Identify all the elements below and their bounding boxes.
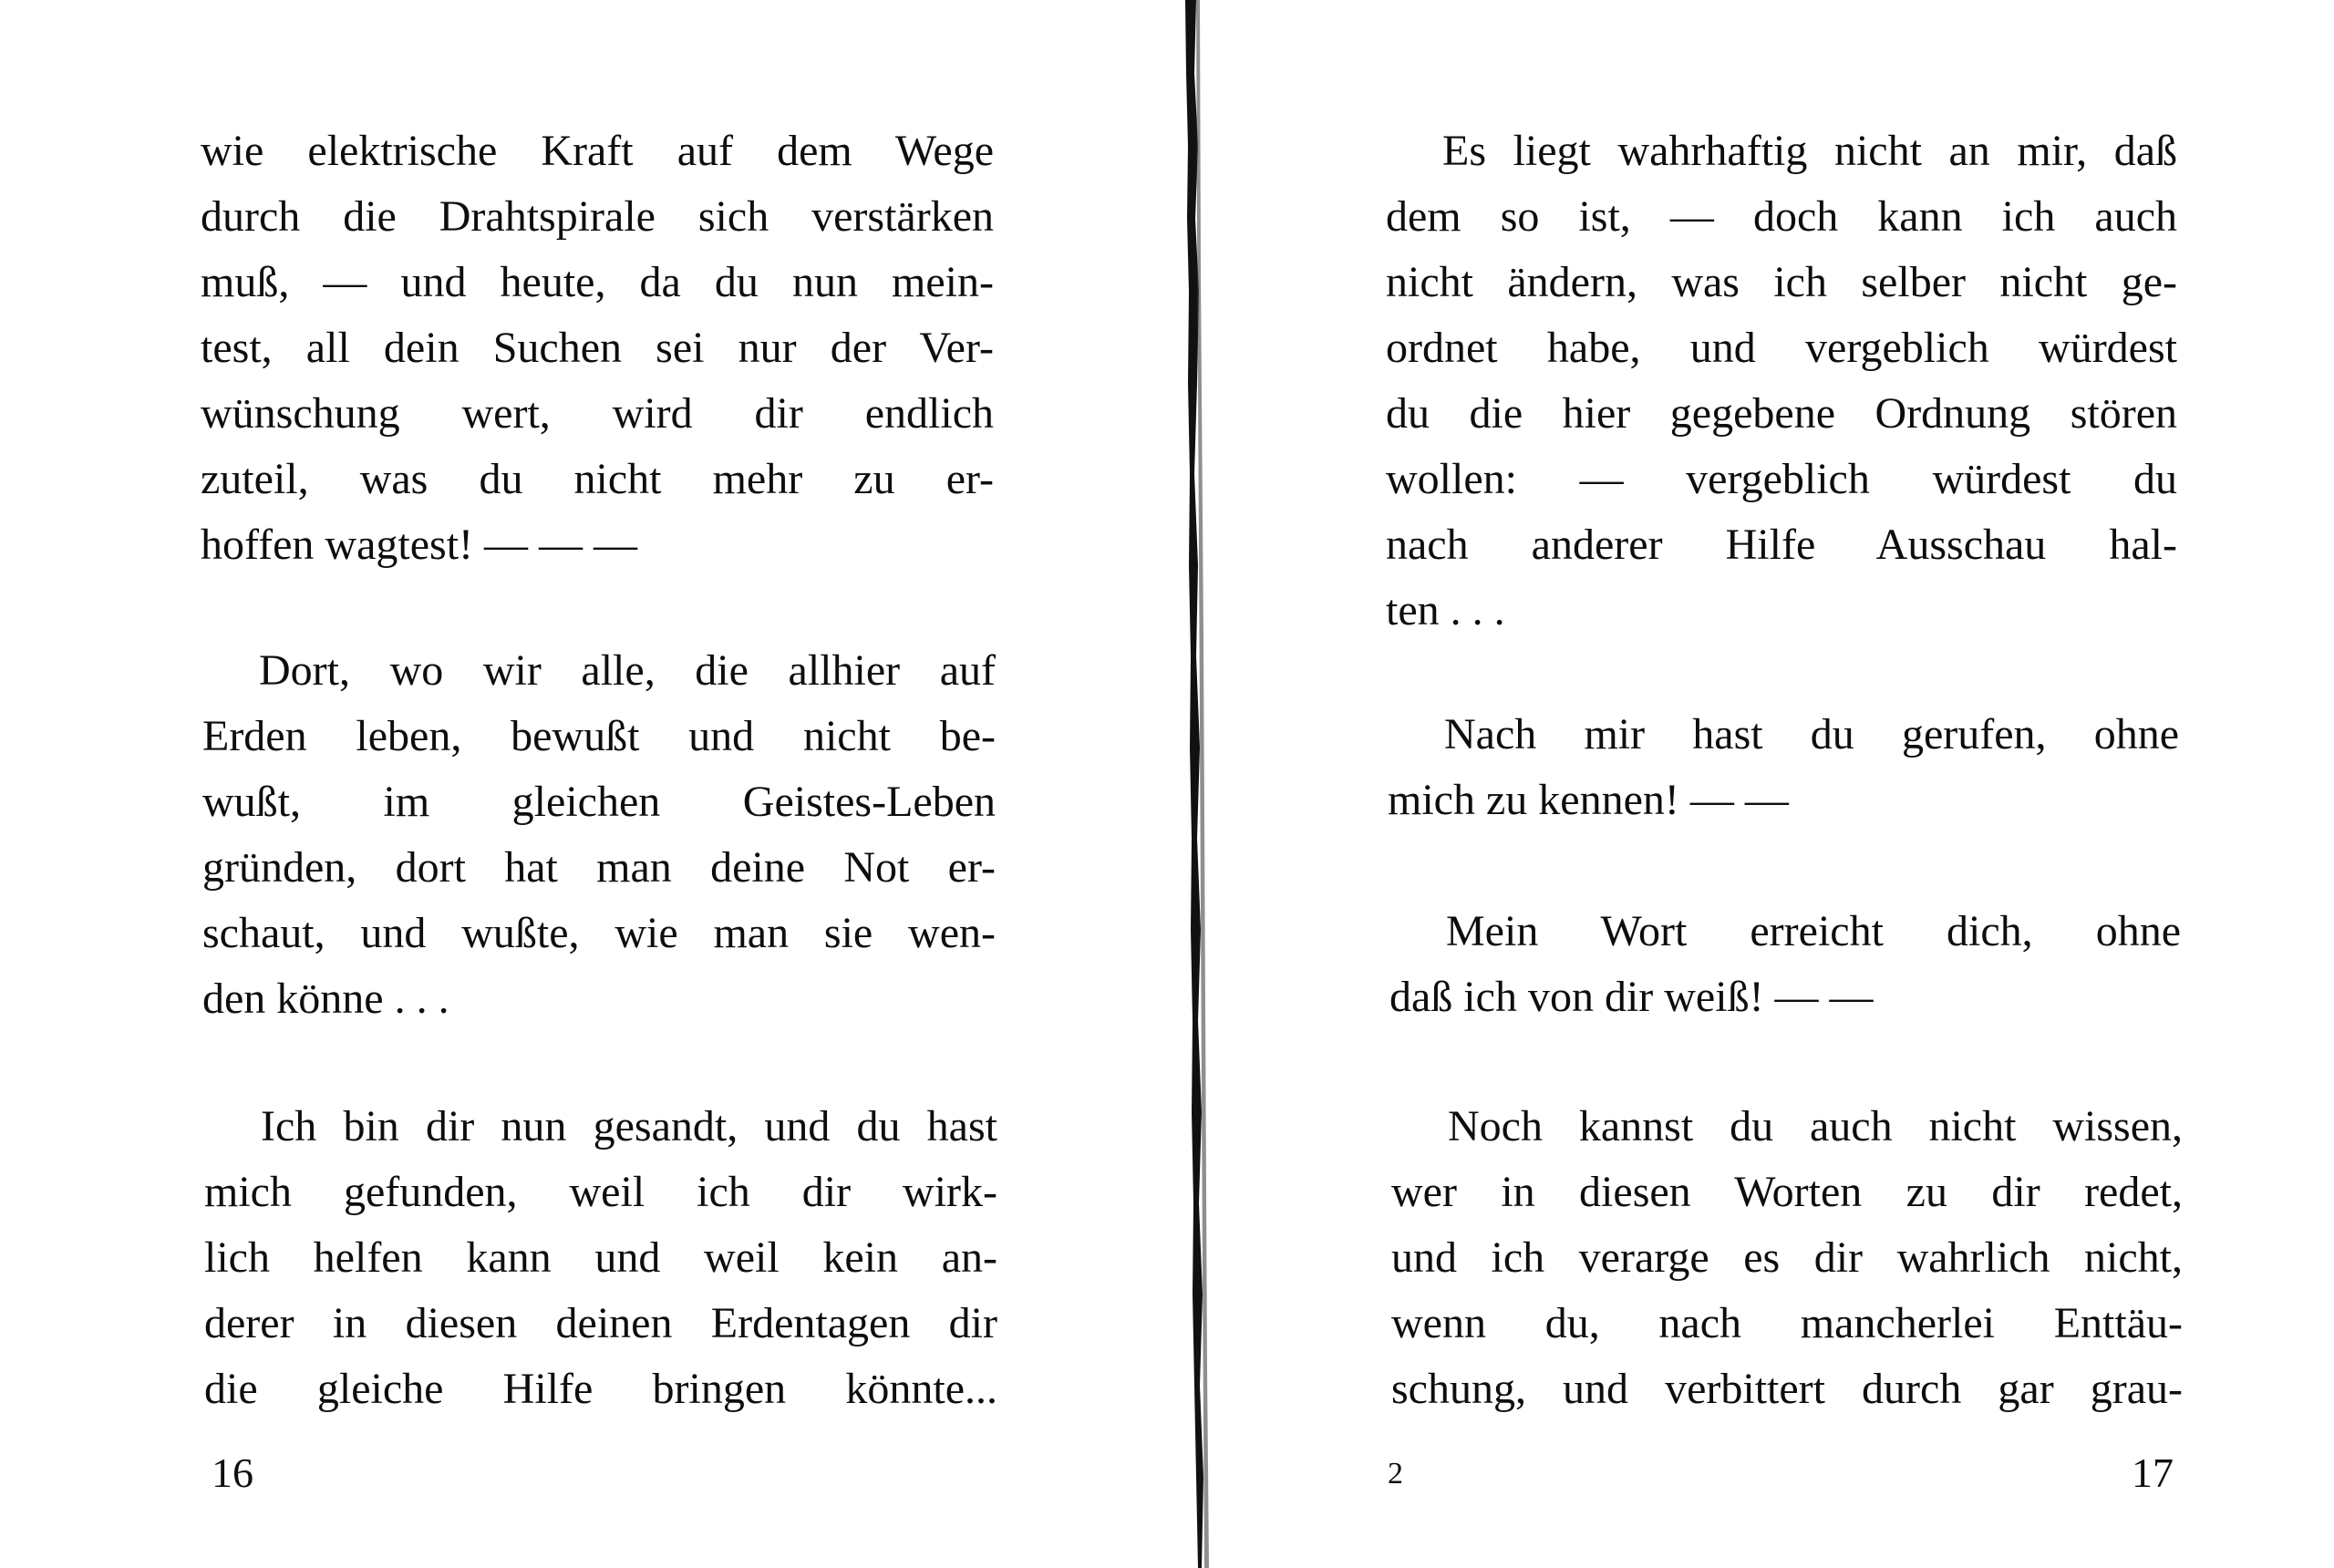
right-page <box>1222 0 2334 1568</box>
text-line: ordnet habe, und vergeblich würdest <box>1386 324 2177 372</box>
text-line: muß, — und heute, da du nun mein- <box>201 258 994 306</box>
text-line: mich zu kennen! — — <box>1388 776 1789 824</box>
text-line: Erden leben, bewußt und nicht be- <box>202 712 996 760</box>
paragraph <box>1386 119 2177 644</box>
text-line: Dort, wo wir alle, die allhier auf <box>259 646 996 695</box>
text-line: schaut, und wußte, wie man sie wen- <box>202 909 996 957</box>
paragraph <box>1391 1094 2183 1422</box>
text-line: daß ich von dir weiß! — — <box>1389 973 1874 1021</box>
text-line: und ich verarge es dir wahrlich nicht, <box>1391 1233 2183 1282</box>
paragraph <box>1389 899 2181 1030</box>
text-line: gründen, dort hat man deine Not er- <box>202 843 996 892</box>
text-line: lich helfen kann und weil kein an- <box>204 1233 997 1282</box>
text-line: wer in diesen Worten zu dir redet, <box>1391 1168 2183 1216</box>
text-line: Nach mir hast du gerufen, ohne <box>1444 710 2179 758</box>
text-line: wünschung wert, wird dir endlich <box>201 389 994 438</box>
text-line: wußt, im gleichen Geistes-Leben <box>202 778 996 826</box>
text-line: wollen: — vergeblich würdest du <box>1386 455 2177 503</box>
paragraph <box>204 1094 997 1422</box>
paragraph <box>201 119 994 578</box>
signature-mark: 2 <box>1388 1457 1403 1491</box>
text-line: wenn du, nach mancherlei Enttäu- <box>1391 1299 2183 1347</box>
text-line: ten . . . <box>1386 586 1505 634</box>
text-line: hoffen wagtest! — — — <box>201 521 638 569</box>
paragraph <box>202 638 996 1032</box>
text-line: schung, und verbittert durch gar grau- <box>1391 1365 2183 1413</box>
text-line: nach anderer Hilfe Ausschau hal- <box>1386 521 2177 569</box>
text-line: du die hier gegebene Ordnung stören <box>1386 389 2177 438</box>
text-line: den könne . . . <box>202 975 449 1023</box>
text-line: derer in diesen deinen Erdentagen dir <box>204 1299 997 1347</box>
text-line: test, all dein Suchen sei nur der Ver- <box>201 324 994 372</box>
text-line: zuteil, was du nicht mehr zu er- <box>201 455 994 503</box>
text-line: dem so ist, — doch kann ich auch <box>1386 192 2177 241</box>
text-line: Ich bin dir nun gesandt, und du hast <box>261 1102 997 1150</box>
text-line: die gleiche Hilfe bringen könnte... <box>204 1365 997 1413</box>
text-line: mich gefunden, weil ich dir wirk- <box>204 1168 997 1216</box>
paragraph <box>1388 702 2179 833</box>
page-number: 16 <box>212 1449 253 1496</box>
text-line: Es liegt wahrhaftig nicht an mir, daß <box>1442 127 2177 175</box>
text-line: Mein Wort erreicht dich, ohne <box>1446 907 2181 955</box>
text-line: nicht ändern, was ich selber nicht ge- <box>1386 258 2177 306</box>
page-number: 17 <box>2132 1449 2174 1496</box>
text-line: wie elektrische Kraft auf dem Wege <box>201 127 994 175</box>
text-line: durch die Drahtspirale sich verstärken <box>201 192 994 241</box>
text-line: Noch kannst du auch nicht wissen, <box>1448 1102 2183 1150</box>
